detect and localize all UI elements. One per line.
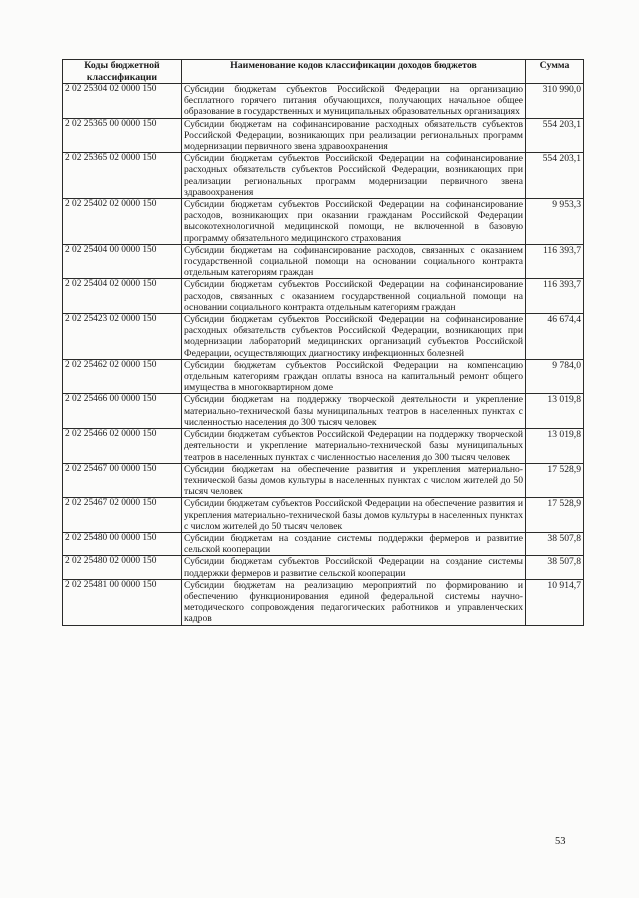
budget-code-cell: 2 02 25404 00 0000 150 (63, 244, 182, 279)
amount-cell: 10 914,7 (526, 579, 584, 625)
table-row (63, 244, 584, 279)
budget-classification-table (62, 59, 584, 626)
table-header-row (63, 60, 584, 84)
budget-code-cell: 2 02 25480 02 0000 150 (63, 556, 182, 579)
amount-cell: 38 507,8 (526, 556, 584, 579)
income-name-cell: Субсидии бюджетам на реализацию мероприятий по формированию и обеспечению функционирования единой федеральной системы научно-методического сопровождения педагогических работников и управленческих кадров (182, 579, 526, 625)
header-sum: Сумма (526, 60, 584, 84)
budget-code-cell: 2 02 25304 02 0000 150 (63, 84, 182, 119)
amount-cell: 554 203,1 (526, 118, 584, 153)
budget-code-cell: 2 02 25481 00 0000 150 (63, 579, 182, 625)
header-name: Наименование кодов классификации доходов бюджетов (182, 60, 526, 84)
income-name-cell: Субсидии бюджетам субъектов Российской Федерации на софинансирование расходов, связанных с оказанием государственной социальной помощи на основании социального контракта отдельным категориям граждан (182, 279, 526, 314)
income-name-cell: Субсидии бюджетам субъектов Российской Федерации на софинансирование расходных обязательств субъектов Российской Федерации, возникающих при реализации региональных программ модернизации первичного звена здравоохранения (182, 153, 526, 199)
income-name-cell: Субсидии бюджетам субъектов Российской Федерации на создание системы поддержки фермеров и развитие сельской кооперации (182, 556, 526, 579)
table-row (63, 429, 584, 464)
table-row (63, 579, 584, 625)
income-name-cell: Субсидии бюджетам на создание системы поддержки фермеров и развитие сельской кооперации (182, 532, 526, 555)
income-name-cell: Субсидии бюджетам субъектов Российской Федерации на компенсацию отдельным категориям граждан оплаты взноса на капитальный ремонт общего имущества в многоквартирном доме (182, 359, 526, 394)
table-body (63, 84, 584, 626)
income-name-cell: Субсидии бюджетам на обеспечение развития и укрепления материально-технической базы домов культуры в населенных пунктах с числом жителей до 50 тысяч человек (182, 463, 526, 498)
table-row (63, 532, 584, 555)
table-row (63, 118, 584, 153)
table-row (63, 498, 584, 533)
amount-cell: 46 674,4 (526, 314, 584, 360)
budget-code-cell: 2 02 25466 00 0000 150 (63, 394, 182, 429)
income-name-cell: Субсидии бюджетам на софинансирование расходных обязательств субъектов Российской Федерации, возникающих при реализации региональных программ модернизации первичного звена здравоохранения (182, 118, 526, 153)
amount-cell: 38 507,8 (526, 532, 584, 555)
amount-cell: 310 990,0 (526, 84, 584, 119)
table-row (63, 556, 584, 579)
budget-code-cell: 2 02 25480 00 0000 150 (63, 532, 182, 555)
budget-code-cell: 2 02 25462 02 0000 150 (63, 359, 182, 394)
amount-cell: 13 019,8 (526, 429, 584, 464)
header-code: Коды бюджетной классификации (63, 60, 182, 84)
budget-code-cell: 2 02 25467 00 0000 150 (63, 463, 182, 498)
income-name-cell: Субсидии бюджетам на поддержку творческой деятельности и укрепление материально-технической базы муниципальных театров в населенных пунктах с численностью населения до 300 тысяч человек (182, 394, 526, 429)
income-name-cell: Субсидии бюджетам субъектов Российской Федерации на софинансирование расходов, возникающих при оказании гражданам Российской Федерации высокотехнологичной медицинской помощи, не включенной в базовую программу обязательного медицинского страхования (182, 199, 526, 245)
budget-code-cell: 2 02 25402 02 0000 150 (63, 199, 182, 245)
income-name-cell: Субсидии бюджетам субъектов Российской Федерации на организацию бесплатного горячего питания обучающихся, получающих начальное общее образование в государственных и муниципальных образовательных организациях (182, 84, 526, 119)
table-row (63, 279, 584, 314)
income-name-cell: Субсидии бюджетам на софинансирование расходов, связанных с оказанием государственной социальной помощи на основании социального контракта отдельным категориям граждан (182, 244, 526, 279)
budget-code-cell: 2 02 25423 02 0000 150 (63, 314, 182, 360)
table-row (63, 84, 584, 119)
budget-code-cell: 2 02 25466 02 0000 150 (63, 429, 182, 464)
amount-cell: 17 528,9 (526, 498, 584, 533)
table-row (63, 359, 584, 394)
budget-code-cell: 2 02 25365 00 0000 150 (63, 118, 182, 153)
table-row (63, 199, 584, 245)
income-name-cell: Субсидии бюджетам субъектов Российской Федерации на обеспечение развития и укрепления материально-технической базы домов культуры в населенных пунктах с числом жителей до 50 тысяч человек (182, 498, 526, 533)
amount-cell: 9 953,3 (526, 199, 584, 245)
amount-cell: 554 203,1 (526, 153, 584, 199)
table-row (63, 314, 584, 360)
budget-code-cell: 2 02 25365 02 0000 150 (63, 153, 182, 199)
table-row (63, 153, 584, 199)
income-name-cell: Субсидии бюджетам субъектов Российской Федерации на поддержку творческой деятельности и укрепление материально-технической базы муниципальных театров в населенных пунктах с численностью населения до 300 тысяч человек (182, 429, 526, 464)
amount-cell: 13 019,8 (526, 394, 584, 429)
page-number: 53 (555, 836, 566, 847)
amount-cell: 116 393,7 (526, 244, 584, 279)
amount-cell: 17 528,9 (526, 463, 584, 498)
amount-cell: 116 393,7 (526, 279, 584, 314)
budget-code-cell: 2 02 25467 02 0000 150 (63, 498, 182, 533)
table-row (63, 394, 584, 429)
table-row (63, 463, 584, 498)
income-name-cell: Субсидии бюджетам субъектов Российской Федерации на софинансирование расходных обязательств субъектов Российской Федерации, возникающих при модернизации лабораторий медицинских организаций субъектов Российской Федерации, осуществляющих диагностику инфекционных болезней (182, 314, 526, 360)
budget-code-cell: 2 02 25404 02 0000 150 (63, 279, 182, 314)
amount-cell: 9 784,0 (526, 359, 584, 394)
